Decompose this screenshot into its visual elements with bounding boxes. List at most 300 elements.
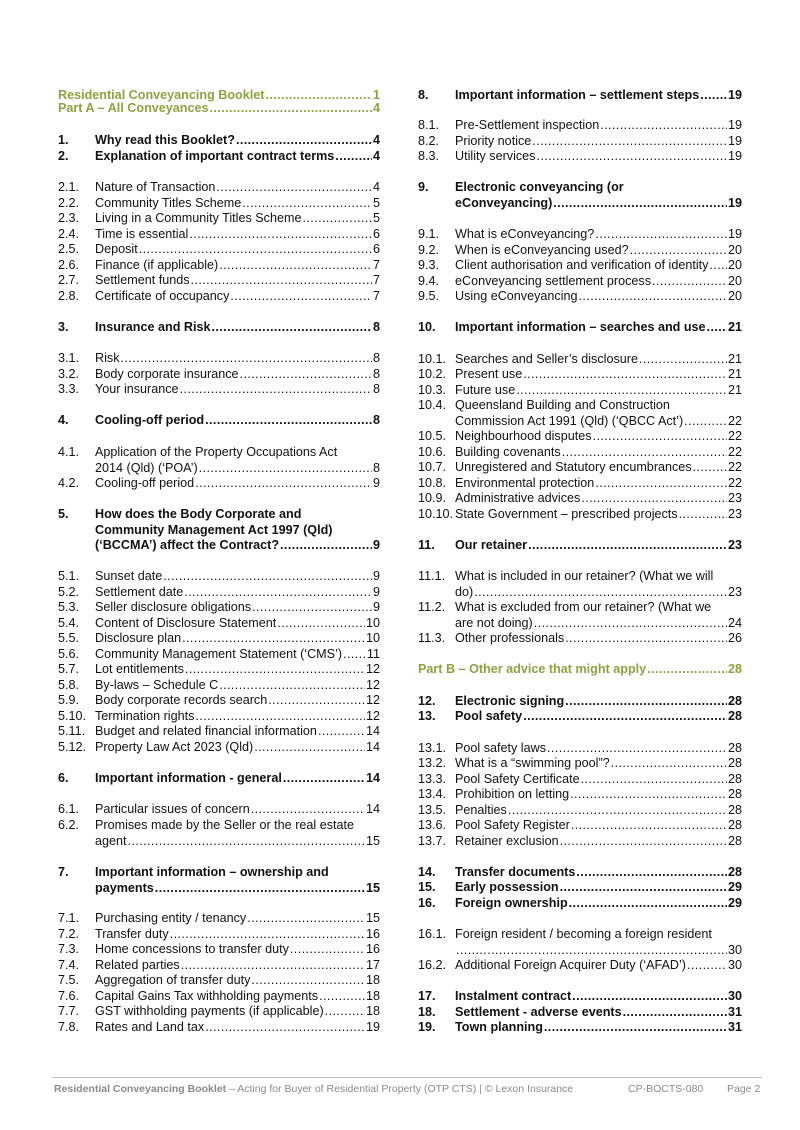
toc-entry-5-1-sunset-date[interactable] (58, 569, 380, 585)
dot-leader (205, 1020, 365, 1036)
toc-page-number: 7 (372, 273, 380, 287)
toc-entry-number: 19. (418, 1020, 436, 1034)
toc-entry-number: 10.2. (418, 367, 447, 381)
toc-page-number: 19 (727, 195, 742, 210)
toc-entry-2-4-time-is-essential[interactable] (58, 227, 380, 243)
toc-entry-number: 5.3. (58, 600, 80, 614)
toc-entry-number: 11.1. (418, 569, 446, 583)
toc-page-number: 19 (727, 134, 742, 148)
dot-leader (611, 756, 727, 772)
toc-entry-title: Purchasing entity / tenancy (95, 911, 247, 925)
toc-entry-number: 7.1. (58, 911, 80, 925)
dot-leader (195, 476, 372, 492)
toc-entry-number: 13.6. (418, 818, 447, 832)
toc-entry-number: 2.7. (58, 273, 80, 287)
toc-entry-7-3-home-concessions-to-transfer-duty[interactable] (58, 942, 380, 958)
toc-entry-number: 9. (418, 180, 429, 194)
toc-page-number: 11 (366, 647, 380, 661)
toc-entry-title: Why read this Booklet? (95, 133, 235, 147)
toc-entry-14-transfer-documents[interactable] (418, 865, 742, 881)
dot-leader (199, 461, 372, 477)
toc-entry-number: 2.5. (58, 242, 80, 256)
toc-entry-title: Nature of Transaction (95, 180, 216, 194)
toc-entry-10-7-unregistered-and-statutory-encumbra[interactable] (418, 460, 742, 476)
toc-page-number: 12 (365, 709, 380, 723)
toc-entry-title: eConveyancing) (455, 195, 553, 210)
toc-entry-title: agent (95, 833, 127, 848)
dot-leader (571, 818, 727, 834)
toc-entry-number: 13.3. (418, 772, 447, 786)
toc-entry-5-8-by-laws-schedule-c[interactable] (58, 678, 380, 694)
toc-entry-17-instalment-contract[interactable] (418, 989, 742, 1005)
toc-entry-2-2-community-titles-scheme[interactable] (58, 196, 380, 212)
toc-entry-title: Commission Act 1991 (Qld) (‘QBCC Act’) (455, 413, 684, 428)
toc-entry-number: 2.8. (58, 289, 80, 303)
toc-entry-10-8-environmental-protection[interactable] (418, 476, 742, 492)
toc-entry-number: 11.3. (418, 631, 446, 645)
toc-page-number: 7 (372, 258, 380, 272)
toc-entry-title: Residential Conveyancing Booklet (58, 88, 265, 102)
toc-entry-5-7-lot-entitlements[interactable] (58, 662, 380, 678)
dot-leader (302, 211, 372, 227)
toc-page-number: 16 (365, 927, 380, 941)
toc-entry-number: 6.1. (58, 802, 80, 816)
toc-entry-11-our-retainer[interactable] (418, 538, 742, 554)
toc-page-number: 1 (372, 88, 380, 102)
toc-entry-13-5-penalties[interactable] (418, 803, 742, 819)
toc-entry-title: What is eConveyancing? (455, 227, 595, 241)
toc-page-number: 28 (727, 803, 742, 817)
toc-entry-1-why-read-this-booklet[interactable] (58, 133, 380, 149)
toc-page-number: 29 (727, 896, 742, 910)
toc-entry-12-electronic-signing[interactable] (418, 694, 742, 710)
dot-leader (189, 227, 372, 243)
toc-page-number: 12 (365, 662, 380, 676)
dot-leader (532, 134, 727, 150)
toc-entry-5-4-content-of-disclosure-statement[interactable] (58, 616, 380, 632)
toc-page-number: 15 (365, 833, 380, 848)
toc-entry-title: Related parties (95, 958, 180, 972)
toc-entry-8-important-information-settlement-steps[interactable] (418, 88, 742, 104)
toc-entry-title: Present use (455, 367, 523, 381)
toc-entry-2-6-finance-if-applicable[interactable] (58, 258, 380, 274)
toc-entry-number: 12. (418, 694, 436, 708)
dot-leader (572, 989, 727, 1005)
toc-entry-8-3-utility-services[interactable] (418, 149, 742, 165)
toc-entry-title: Promises made by the Seller or the real estate (95, 818, 354, 832)
dot-leader (693, 460, 727, 476)
toc-page-number: 29 (727, 880, 742, 894)
toc-entry-number: 2.6. (58, 258, 80, 272)
dot-leader (684, 414, 727, 430)
toc-entry-number: 3.3. (58, 382, 80, 396)
toc-entry-3-3-your-insurance[interactable] (58, 382, 380, 398)
toc-entry-title: Important information – ownership and (95, 865, 329, 879)
toc-entry-7-7-gst-withholding-payments-if-applicab[interactable] (58, 1004, 380, 1020)
toc-entry-title: Retainer exclusion (455, 834, 559, 848)
toc-entry-7-1-purchasing-entity-tenancy[interactable] (58, 911, 380, 927)
toc-entry-title: By-laws – Schedule C (95, 678, 219, 692)
toc-page-number: 28 (727, 756, 742, 770)
dot-leader (277, 616, 365, 632)
toc-entry-number: 10. (418, 320, 436, 334)
toc-entry-6-important-information-general[interactable] (58, 771, 380, 787)
toc-entry-5-10-termination-rights[interactable] (58, 709, 380, 725)
toc-page-number: 9 (372, 476, 380, 490)
toc-page-number: 4 (372, 149, 380, 163)
toc-entry-title: What is a “swimming pool”? (455, 756, 610, 770)
toc-entry-5-9-body-corporate-records-search[interactable] (58, 693, 380, 709)
toc-page-number: 21 (727, 320, 742, 334)
toc-entry-title: Searches and Seller’s disclosure (455, 352, 638, 366)
toc-page-number: 28 (727, 787, 742, 801)
dot-leader (534, 616, 727, 632)
toc-entry-3-insurance-and-risk[interactable] (58, 320, 380, 336)
toc-entry-number: 7.8. (58, 1020, 80, 1034)
dot-leader (595, 476, 727, 492)
toc-entry-13-3-pool-safety-certificate[interactable] (418, 772, 742, 788)
toc-page-number: 7 (372, 289, 380, 303)
toc-page-number: 15 (365, 911, 380, 925)
dot-leader (570, 787, 727, 803)
toc-entry-title: Transfer duty (95, 927, 169, 941)
toc-entry-number: 11. (418, 538, 435, 552)
toc-entry-3-1-risk[interactable] (58, 351, 380, 367)
toc-entry-10-important-information-searches-and-us[interactable] (418, 320, 742, 336)
toc-entry-number: 10.9. (418, 491, 447, 505)
toc-entry-19-town-planning[interactable] (418, 1020, 742, 1036)
toc-entry-number: 7.7. (58, 1004, 80, 1018)
dot-leader (163, 569, 372, 585)
dot-leader (280, 538, 372, 554)
toc-page-number: 18 (365, 1004, 380, 1018)
dot-leader (185, 662, 365, 678)
toc-entry-5-11-budget-and-related-financial-inform[interactable] (58, 724, 380, 740)
dot-leader (600, 118, 727, 134)
toc-entry-16-2-additional-foreign-acquirer-duty-af[interactable] (418, 958, 742, 974)
toc-entry-number: 5.7. (58, 662, 80, 676)
toc-entry-part-a-all-conveyances[interactable] (58, 101, 380, 117)
toc-page-number: 8 (372, 413, 380, 427)
toc-entry-title: Settlement date (95, 585, 184, 599)
toc-entry-number: 10.8. (418, 476, 447, 490)
toc-entry-number: 3.2. (58, 367, 80, 381)
toc-page-number: 18 (365, 973, 380, 987)
toc-entry-4-1-application-of-the-property-occupati[interactable] (58, 445, 380, 476)
toc-entry-title: Explanation of important contract terms (95, 149, 335, 163)
footer-doc-code: CP-BOCTS-080 (628, 1083, 704, 1095)
toc-entry-15-early-possession[interactable] (418, 880, 742, 896)
toc-entry-7-important-information-ownership-and[interactable] (58, 865, 380, 896)
toc-entry-2-7-settlement-funds[interactable] (58, 273, 380, 289)
toc-entry-title: Certificate of occupancy (95, 289, 230, 303)
toc-entry-number: 16.2. (418, 958, 447, 972)
dot-leader (700, 88, 727, 104)
toc-entry-13-7-retainer-exclusion[interactable] (418, 834, 742, 850)
toc-entry-number: 7.4. (58, 958, 80, 972)
toc-entry-3-2-body-corporate-insurance[interactable] (58, 367, 380, 383)
toc-entry-11-1-what-is-included-in-our-retainer-wh[interactable] (418, 569, 742, 600)
toc-entry-title: Budget and related financial information (95, 724, 317, 738)
toc-page-number: 10 (365, 631, 380, 645)
toc-entry-7-4-related-parties[interactable] (58, 958, 380, 974)
toc-entry-13-2-what-is-a-swimming-pool[interactable] (418, 756, 742, 772)
toc-entry-10-4-queensland-building-and-constructio[interactable] (418, 398, 742, 429)
dot-leader (252, 600, 372, 616)
toc-page-number: 23 (727, 491, 742, 505)
toc-entry-title: Important information – settlement steps (455, 88, 700, 102)
toc-entry-title: Foreign resident / becoming a foreign resident (455, 927, 712, 941)
toc-entry-number: 5.11. (58, 724, 86, 738)
toc-entry-10-5-neighbourhood-disputes[interactable] (418, 429, 742, 445)
dot-leader (576, 865, 727, 881)
toc-entry-title: Sunset date (95, 569, 163, 583)
toc-page-number: 22 (727, 445, 742, 459)
toc-entry-7-5-aggregation-of-transfer-duty[interactable] (58, 973, 380, 989)
toc-page-number: 14 (365, 724, 380, 738)
toc-page-number: 19 (727, 118, 742, 132)
toc-page-number: 28 (727, 818, 742, 832)
toc-page-number: 22 (727, 460, 742, 474)
footer-booklet-title: Residential Conveyancing Booklet (54, 1083, 227, 1095)
toc-entry-title: Community Management Statement (‘CMS’) (95, 647, 343, 661)
toc-entry-10-6-building-covenants[interactable] (418, 445, 742, 461)
dot-leader (181, 958, 365, 974)
toc-entry-title: Application of the Property Occupations Act (95, 445, 338, 459)
toc-page-number: 19 (727, 149, 742, 163)
dot-leader (553, 196, 727, 212)
dot-leader (569, 896, 727, 912)
toc-entry-13-1-pool-safety-laws[interactable] (418, 741, 742, 757)
toc-entry-title: Pre-Settlement inspection (455, 118, 600, 132)
toc-entry-9-3-client-authorisation-and-verificatio[interactable] (418, 258, 742, 274)
dot-leader (565, 694, 727, 710)
dot-leader (325, 1004, 365, 1020)
toc-entry-number: 5.10. (58, 709, 87, 723)
dot-leader (523, 367, 727, 383)
dot-leader (581, 491, 727, 507)
toc-entry-8-2-priority-notice[interactable] (418, 134, 742, 150)
toc-entry-7-6-capital-gains-tax-withholding-paymen[interactable] (58, 989, 380, 1005)
toc-entry-title: Unregistered and Statutory encumbrances (455, 460, 692, 474)
toc-entry-number: 10.5. (418, 429, 447, 443)
toc-entry-10-2-present-use[interactable] (418, 367, 742, 383)
toc-entry-9-2-when-is-econveyancing-used[interactable] (418, 243, 742, 259)
dot-leader (536, 149, 727, 165)
toc-entry-2-5-deposit[interactable] (58, 242, 380, 258)
toc-entry-10-9-administrative-advices[interactable] (418, 491, 742, 507)
toc-entry-number: 5.9. (58, 693, 80, 707)
toc-page-number: 8 (372, 351, 380, 365)
toc-entry-number: 5.2. (58, 585, 80, 599)
toc-page-number: 14 (365, 771, 380, 785)
toc-entry-number: 7.5. (58, 973, 80, 987)
toc-entry-title: Particular issues of concern (95, 802, 250, 816)
toc-entry-2-3-living-in-a-community-titles-scheme[interactable] (58, 211, 380, 227)
toc-page-number: 28 (727, 694, 742, 708)
toc-entry-5-3-seller-disclosure-obligations[interactable] (58, 600, 380, 616)
toc-entry-9-electronic-conveyancing-or[interactable] (418, 180, 742, 211)
toc-entry-number: 5.1. (58, 569, 80, 583)
dot-leader (155, 881, 365, 897)
toc-entry-title: Time is essential (95, 227, 189, 241)
toc-entry-title: Your insurance (95, 382, 179, 396)
footer-page-number: Page 2 (727, 1083, 761, 1095)
dot-leader (508, 803, 727, 819)
dot-leader (121, 351, 372, 367)
dot-leader (709, 258, 727, 274)
toc-entry-title: How does the Body Corporate and (95, 507, 302, 521)
toc-page-number: 19 (727, 88, 742, 102)
toc-entry-title: Instalment contract (455, 989, 572, 1003)
toc-entry-title: Seller disclosure obligations (95, 600, 252, 614)
toc-entry-title: Electronic conveyancing (or (455, 180, 624, 194)
toc-entry-4-2-cooling-off-period[interactable] (58, 476, 380, 492)
toc-entry-title: are not doing) (455, 615, 533, 630)
toc-entry-11-3-other-professionals[interactable] (418, 631, 742, 647)
toc-entry-2-1-nature-of-transaction[interactable] (58, 180, 380, 196)
toc-entry-number: 17. (418, 989, 436, 1003)
toc-entry-10-3-future-use[interactable] (418, 383, 742, 399)
toc-entry-title: Prohibition on letting (455, 787, 570, 801)
toc-entry-title: Insurance and Risk (95, 320, 211, 334)
toc-entry-number: 16. (418, 896, 436, 910)
toc-entry-number: 2.4. (58, 227, 80, 241)
toc-entry-title: Home concessions to transfer duty (95, 942, 289, 956)
toc-page-number: 6 (372, 242, 380, 256)
dot-leader (205, 413, 372, 429)
toc-entry-2-explanation-of-important-contract-term[interactable] (58, 149, 380, 165)
toc-page-number: 10 (365, 616, 380, 630)
toc-page-number: 5 (372, 211, 380, 225)
toc-entry-13-4-prohibition-on-letting[interactable] (418, 787, 742, 803)
dot-leader (251, 802, 365, 818)
toc-entry-title: 2014 (Qld) (‘POA’) (95, 460, 198, 475)
toc-entry-number: 5.5. (58, 631, 80, 645)
toc-entry-6-2-promises-made-by-the-seller-or-the-r[interactable] (58, 818, 380, 849)
toc-entry-7-8-rates-and-land-tax[interactable] (58, 1020, 380, 1036)
toc-page-number: 8 (372, 382, 380, 396)
toc-entry-number: 5.6. (58, 647, 80, 661)
toc-page-number: 30 (727, 989, 742, 1003)
toc-entry-9-1-what-is-econveyancing[interactable] (418, 227, 742, 243)
toc-entry-title: Transfer documents (455, 865, 576, 879)
toc-page-number: 26 (727, 631, 742, 645)
toc-entry-title: Aggregation of transfer duty (95, 973, 251, 987)
toc-entry-title: Pool Safety Certificate (455, 772, 580, 786)
toc-entry-title: Foreign ownership (455, 896, 568, 910)
toc-entry-5-2-settlement-date[interactable] (58, 585, 380, 601)
toc-entry-title: do) (455, 584, 474, 599)
toc-entry-number: 16.1. (418, 927, 447, 941)
toc-page-number: 9 (372, 600, 380, 614)
toc-entry-title: Using eConveyancing (455, 289, 578, 303)
toc-entry-9-5-using-econveyancing[interactable] (418, 289, 742, 305)
toc-page-number: 30 (727, 942, 742, 957)
toc-entry-title: Priority notice (455, 134, 532, 148)
toc-entry-number: 10.10. (418, 507, 454, 521)
toc-entry-number: 13.1. (418, 741, 447, 755)
toc-page-number: 23 (727, 584, 742, 599)
toc-entry-title: Content of Disclosure Statement (95, 616, 277, 630)
toc-entry-6-1-particular-issues-of-concern[interactable] (58, 802, 380, 818)
toc-entry-16-foreign-ownership[interactable] (418, 896, 742, 912)
toc-entry-5-6-community-management-statement-cms[interactable] (58, 647, 380, 663)
toc-entry-number: 4.1. (58, 445, 80, 459)
toc-page-number: 24 (727, 615, 742, 630)
dot-leader (219, 678, 365, 694)
toc-entry-title: Community Titles Scheme (95, 196, 242, 210)
toc-entry-5-12-property-law-act-2023-qld[interactable] (58, 740, 380, 756)
toc-entry-number: 13.4. (418, 787, 447, 801)
toc-entry-title: Additional Foreign Acquirer Duty (‘AFAD’) (455, 958, 686, 972)
dot-leader (191, 273, 372, 289)
toc-page-number: 30 (727, 958, 742, 972)
toc-page-number: 28 (727, 772, 742, 786)
footer-description: – Acting for Buyer of Residential Property (OTP CTS) | © Lexon Insurance (226, 1083, 574, 1095)
toc-entry-10-10-state-government-prescribed-projec[interactable] (418, 507, 742, 523)
toc-page-number: 12 (365, 693, 380, 707)
toc-page-number: 22 (727, 413, 742, 428)
toc-entry-title: When is eConveyancing used? (455, 243, 629, 257)
toc-entry-title: GST withholding payments (if applicable) (95, 1004, 324, 1018)
toc-entry-4-cooling-off-period[interactable] (58, 413, 380, 429)
toc-entry-number: 2.1. (58, 180, 80, 194)
toc-entry-5-5-disclosure-plan[interactable] (58, 631, 380, 647)
toc-entry-number: 8.1. (418, 118, 440, 132)
dot-leader (240, 367, 372, 383)
dot-leader (254, 740, 365, 756)
toc-entry-10-1-searches-and-seller-s-disclosure[interactable] (418, 352, 742, 368)
dot-leader (180, 382, 372, 398)
toc-entry-7-2-transfer-duty[interactable] (58, 927, 380, 943)
toc-page-number: 16 (365, 942, 380, 956)
toc-entry-13-pool-safety[interactable] (418, 709, 742, 725)
toc-entry-9-4-econveyancing-settlement-process[interactable] (418, 274, 742, 290)
toc-page-number: 21 (727, 367, 742, 381)
toc-entry-number: 9.1. (418, 227, 440, 241)
toc-entry-title: Pool safety (455, 709, 523, 723)
dot-leader (343, 647, 366, 663)
dot-leader (647, 662, 727, 678)
toc-entry-11-2-what-is-excluded-from-our-retainer-[interactable] (418, 600, 742, 631)
toc-entry-5-how-does-the-body-corporate-and[interactable] (58, 507, 380, 554)
toc-entry-18-settlement-adverse-events[interactable] (418, 1005, 742, 1021)
toc-entry-number: 4.2. (58, 476, 80, 490)
toc-page-number: 28 (727, 662, 742, 676)
dot-leader (560, 834, 727, 850)
dot-leader (195, 709, 365, 725)
toc-entry-number: 10.3. (418, 383, 447, 397)
toc-page-number: 31 (727, 1020, 742, 1034)
dot-leader (639, 352, 727, 368)
dot-leader (184, 585, 372, 601)
toc-page-number: 8 (372, 460, 380, 475)
toc-entry-16-1-foreign-resident-becoming-a-foreign[interactable] (418, 927, 742, 958)
dot-leader (560, 880, 727, 896)
toc-entry-part-b-other-advice-that-might-apply[interactable] (418, 662, 742, 678)
toc-page-number: 21 (727, 352, 742, 366)
toc-entry-8-1-pre-settlement-inspection[interactable] (418, 118, 742, 134)
dot-leader (335, 149, 372, 165)
toc-entry-title: Body corporate insurance (95, 367, 239, 381)
toc-entry-13-6-pool-safety-register[interactable] (418, 818, 742, 834)
toc-entry-number: 15. (418, 880, 436, 894)
toc-entry-title: State Government – prescribed projects (455, 507, 678, 521)
toc-page-number: 23 (727, 538, 742, 552)
toc-entry-2-8-certificate-of-occupancy[interactable] (58, 289, 380, 305)
toc-entry-title: Early possession (455, 880, 559, 894)
